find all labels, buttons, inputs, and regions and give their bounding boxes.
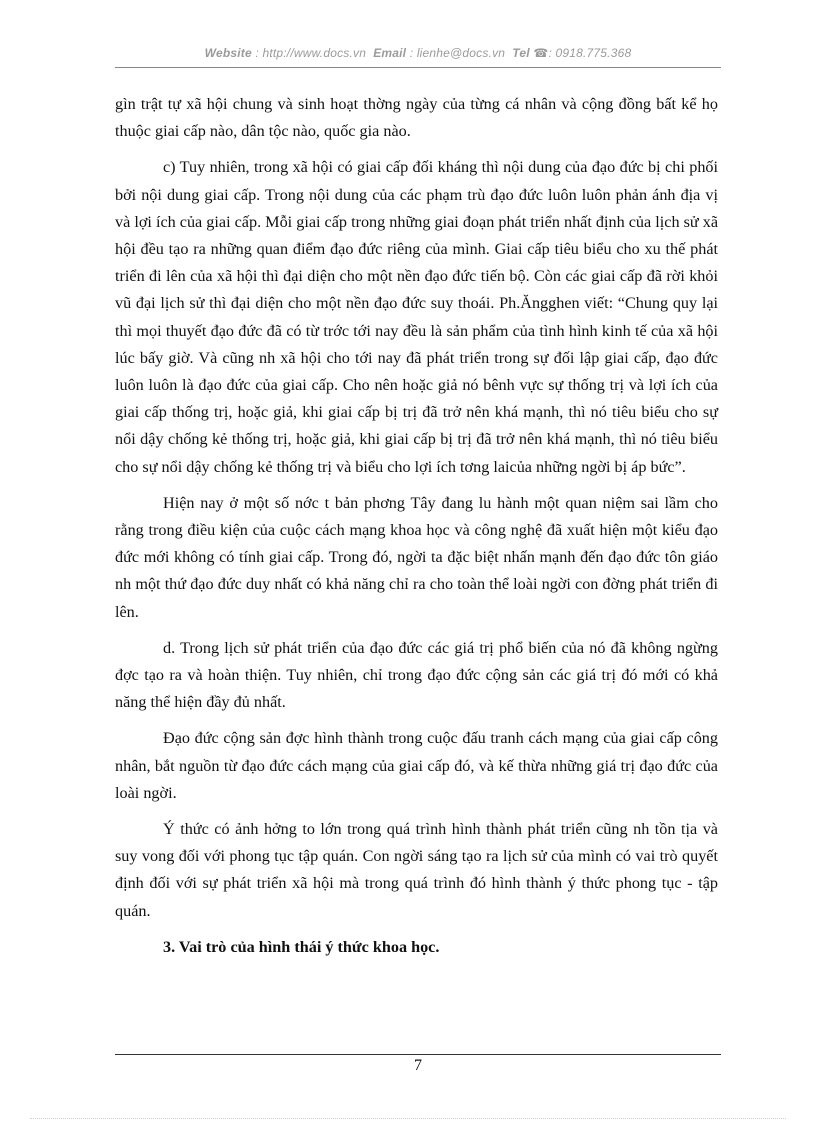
header-website-value: : http://www.docs.vn — [255, 46, 367, 60]
page-bottom-border — [30, 1118, 786, 1119]
header-email-label: Email — [373, 46, 407, 60]
footer-divider — [115, 1054, 721, 1055]
header-tel-label: Tel — [512, 46, 530, 60]
paragraph-continuation: gìn trật tự xã hội chung và sinh hoạt thờng ngày của từng cá nhân và cộng đồng bất kể họ thuộc giai cấp nào, dân tộc nào, quốc gia nào. — [115, 95, 718, 141]
document-body — [115, 91, 718, 970]
header-divider — [115, 67, 721, 68]
page-number: 7 — [414, 1057, 422, 1074]
paragraph-communist-ethics: Đạo đức cộng sản đợc hình thành trong cuộc đấu tranh cách mạng của giai cấp công nhân, bắt nguồn từ đạo đức cách mạng của giai cấp đó, và kế thừa những giá trị đạo đức của loài ngời. — [115, 729, 718, 802]
header-tel-value: ☎: 0918.775.368 — [533, 46, 632, 60]
paragraph-western-view: Hiện nay ở một số nớc t bản phơng Tây đang lu hành một quan niệm sai lầm cho rằng trong điều kiện của cuộc cách mạng khoa học và công nghệ đã xuất hiện một kiểu đạo đức mới không có tính giai cấp. Trong đó, ngời ta đặc biệt nhấn mạnh đến đạo đức tôn giáo nh một thứ đạo đức duy nhất có khả năng chỉ ra cho toàn thể loài ngời con đờng phát triển đi lên. — [115, 493, 718, 621]
paragraph-customs: Ý thức có ảnh hởng to lớn trong quá trình hình thành phát triển cũng nh tồn tịa và suy vong đối với phong tục tập quán. Con ngời sáng tạo ra lịch sử của mình có vai trò quyết định đối với sự phát triển xã hội mà trong quá trình đó hình thành ý thức phong tục - tập quán. — [115, 820, 718, 920]
section-heading: 3. Vai trò của hình thái ý thức khoa học. — [163, 937, 440, 956]
header-email-value: : lienhe@docs.vn — [409, 46, 506, 60]
page-header — [115, 46, 721, 60]
header-website-label: Website — [204, 46, 252, 60]
paragraph-c: c) Tuy nhiên, trong xã hội có giai cấp đối kháng thì nội dung của đạo đức bị chi phối bởi nội dung giai cấp. Trong nội dung của các phạm trù đạo đức luôn luôn phản ánh địa vị và lợi ích của giai cấp. Mỗi giai cấp trong những giai đoạn phát triển nhất định của lịch sử xã hội đều tạo ra những quan điểm đạo đức riêng của mình. Giai cấp tiêu biểu cho xu thế phát triển đi lên của xã hội thì đại diện cho một nền đạo đức tiến bộ. Còn các giai cấp đã rời khỏi vũ đại lịch sử thì đại diện cho một nền đạo đức suy thoái. Ph.Ăngghen viết: “Chung quy lại thì mọi thuyết đạo đức đã có từ trớc tới nay đều là sản phẩm của tình hình kinh tế của xã hội lúc bấy giờ. Và cũng nh xã hội cho tới nay đã phát triển trong sự đối lập giai cấp, đạo đức luôn luôn là đạo đức của giai cấp. Cho nên hoặc giả nó bênh vực sự thống trị và lợi ích của giai cấp thống trị, hoặc giả, khi giai cấp bị trị đã trở nên khá mạnh, thì nó tiêu biểu cho sự nổi dậy chống kẻ thống trị, hoặc giả, khi giai cấp bị trị đã trở nên khá mạnh, thì nó tiêu biểu cho sự nổi dậy chống kẻ thống trị và biểu cho lợi ích tơng laicủa những ngời bị áp bức”. — [115, 158, 718, 476]
paragraph-d: d. Trong lịch sử phát triển của đạo đức các giá trị phổ biến của nó đã không ngừng đợc tạo ra và hoàn thiện. Tuy nhiên, chỉ trong đạo đức cộng sản các giá trị đó mới có khả năng thể hiện đầy đủ nhất. — [115, 638, 718, 712]
